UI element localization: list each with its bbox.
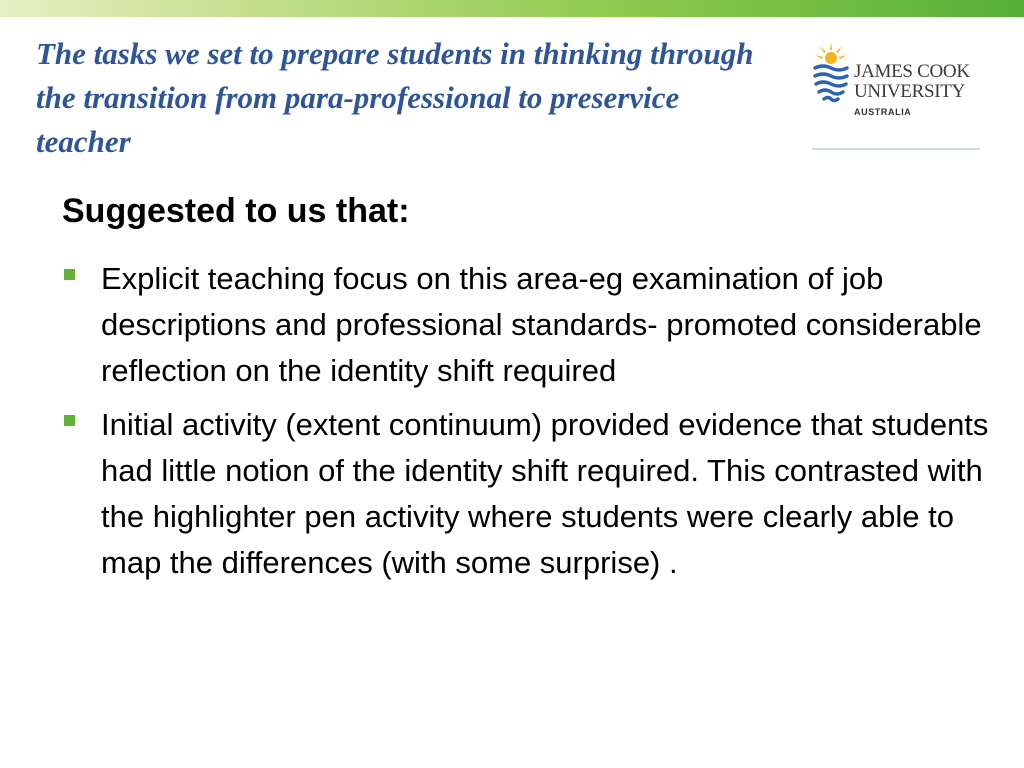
title-italic-part: The tasks we set to prepare students in thinking	[36, 36, 651, 71]
jcu-crest-icon	[812, 40, 850, 108]
bullet-text: Initial activity (extent continuum) provided evidence that students had little notion of the identity shift required. This contrasted with the highlighter pen activity where students were clearly able to map the differences (with some surprise) .	[101, 407, 989, 580]
logo-line-james-cook: JAMES COOK	[854, 61, 970, 82]
top-accent-bar	[0, 0, 1024, 17]
bullet-list	[62, 256, 992, 594]
logo-divider	[812, 148, 980, 150]
logo-line-australia: AUSTRALIA	[854, 107, 912, 117]
slide-title	[36, 32, 766, 164]
bullet-item	[62, 256, 992, 394]
logo-line-university: UNIVERSITY	[854, 81, 965, 102]
bullet-item	[62, 402, 992, 586]
title-bold-part: through the transition from para-professional to preservice teacher	[36, 36, 754, 159]
jcu-logo	[812, 40, 987, 120]
square-bullet-icon	[64, 415, 75, 426]
slide-subheading: Suggested to us that:	[62, 192, 410, 230]
square-bullet-icon	[64, 269, 75, 280]
bullet-text: Explicit teaching focus on this area-eg examination of job descriptions and professional standards- promoted considerable reflection on the identity shift required	[101, 261, 982, 388]
logo-wordmark	[854, 62, 970, 117]
